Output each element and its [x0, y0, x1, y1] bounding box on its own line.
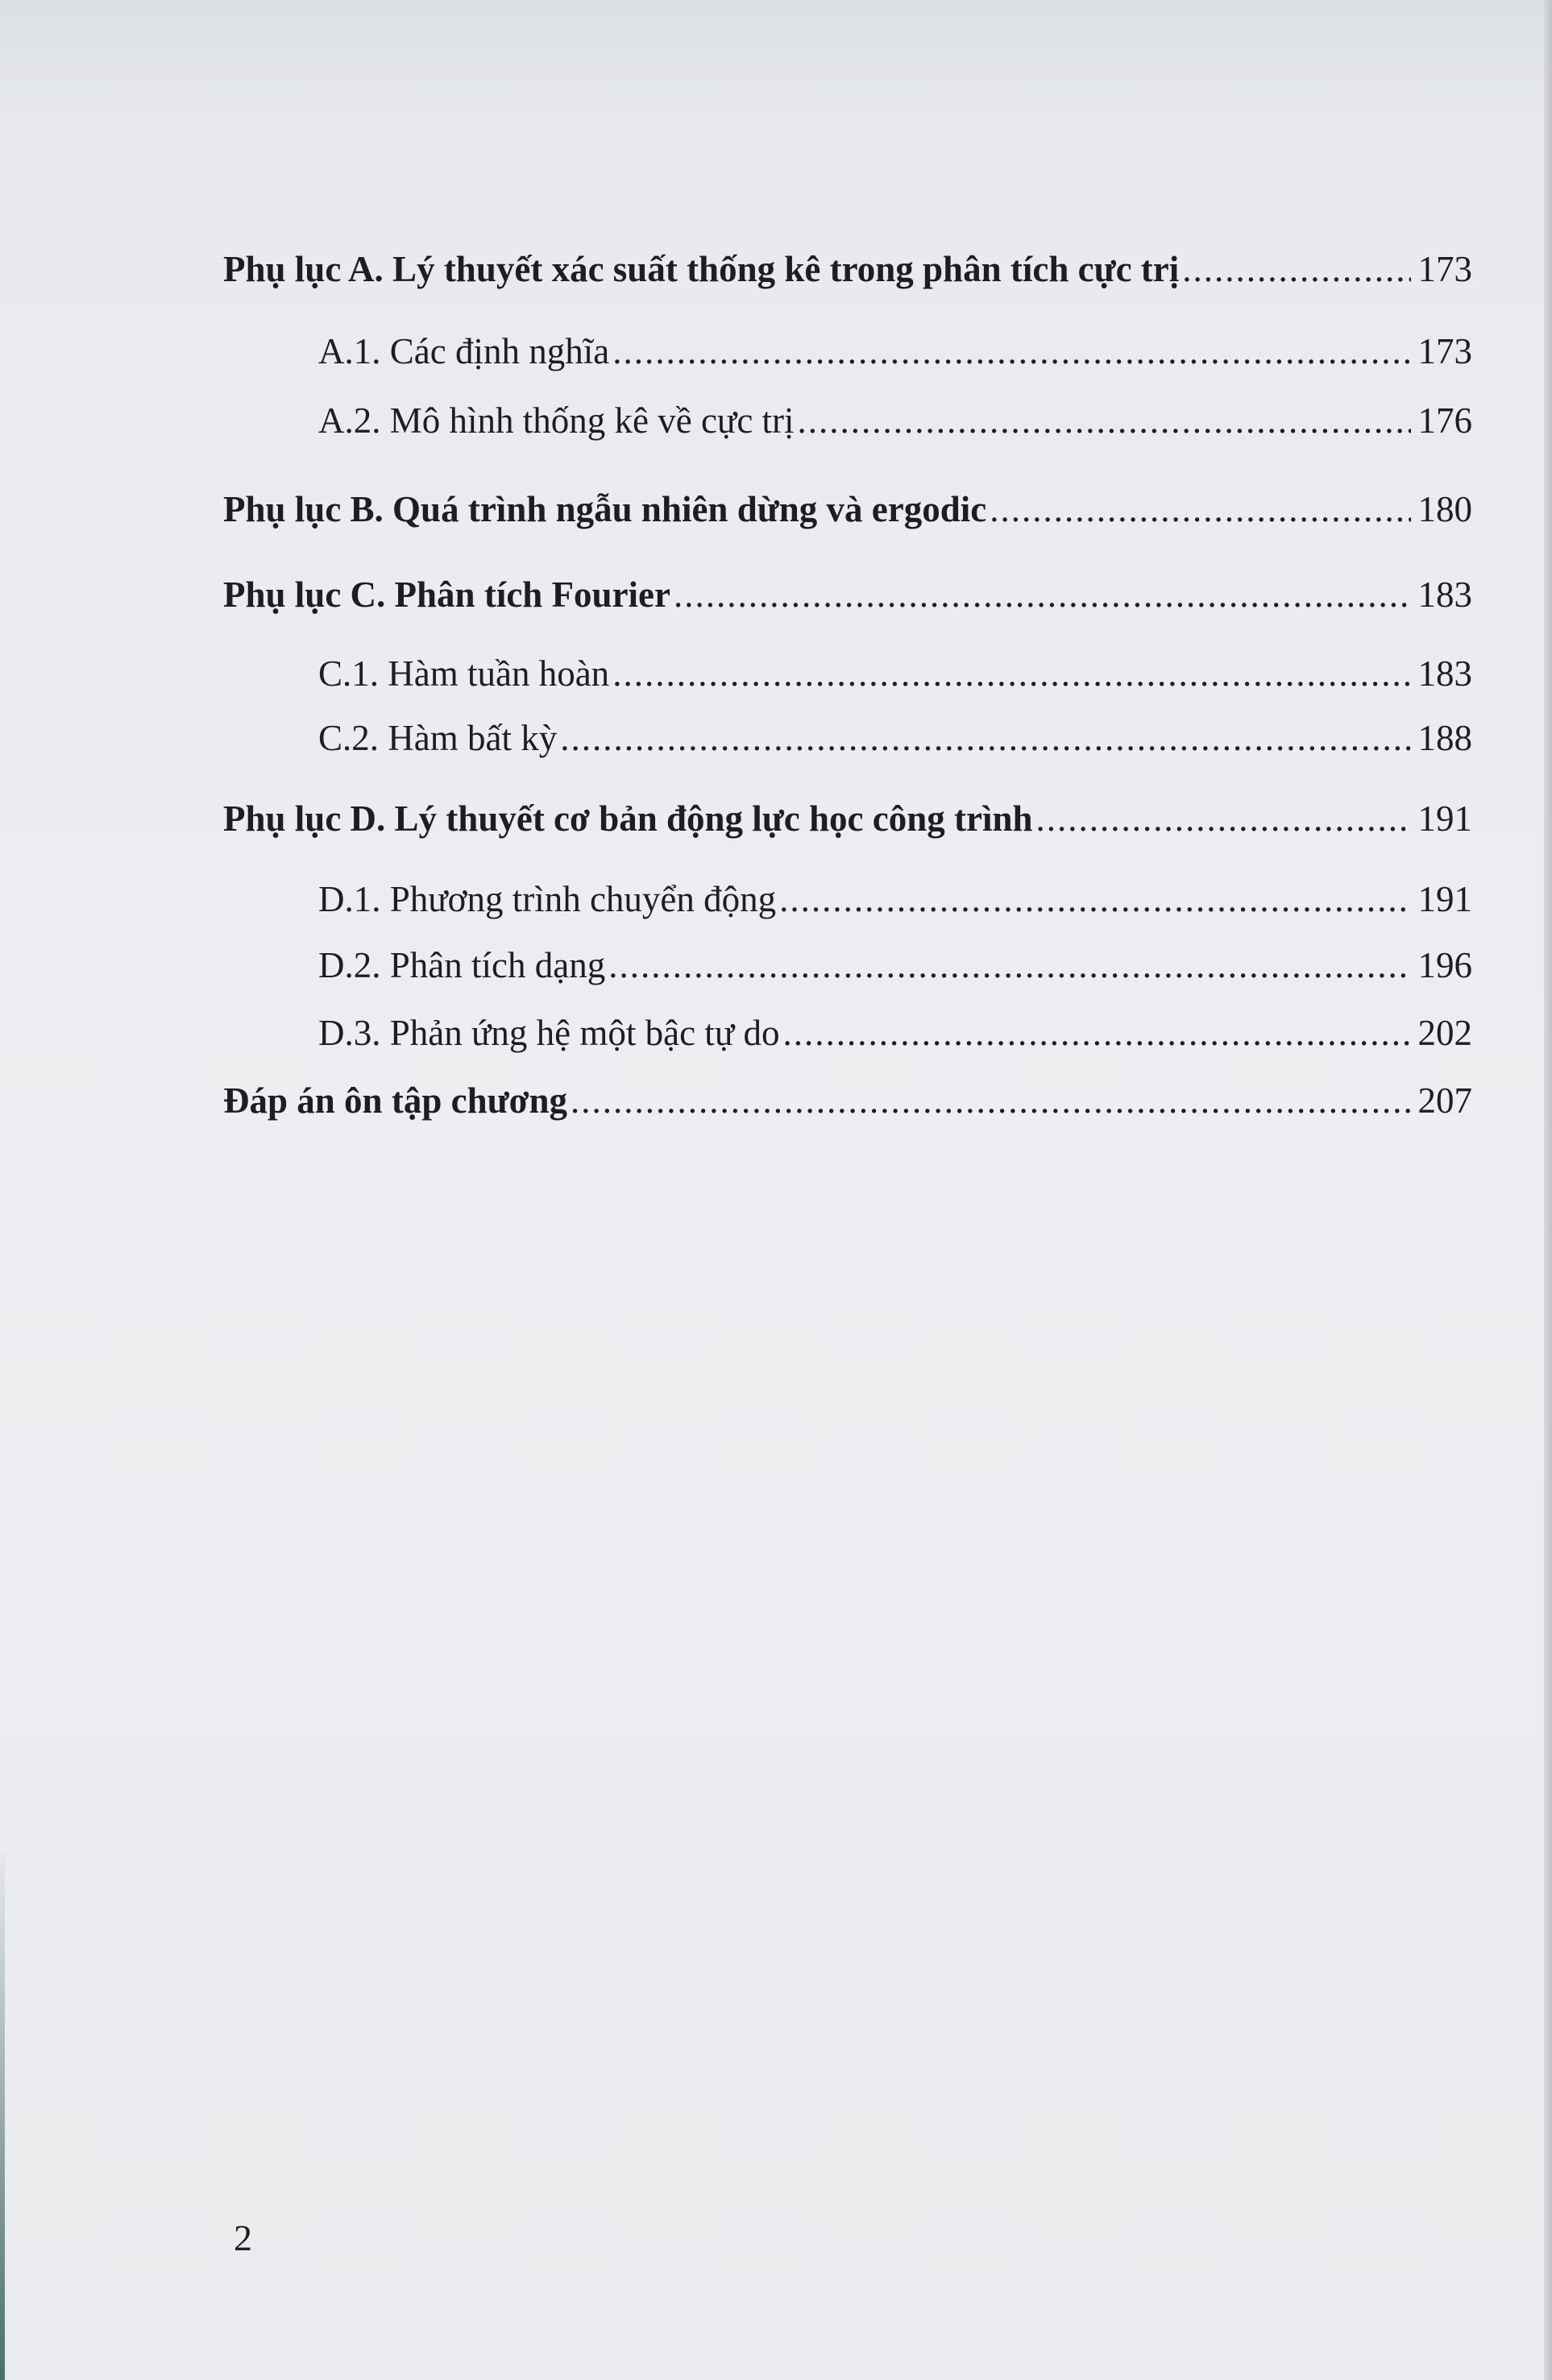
toc-entry-page: 188	[1417, 718, 1472, 758]
toc-entry-page: 196	[1417, 945, 1472, 985]
toc-entry-appendix-c	[223, 570, 1472, 619]
toc-entry-page: 180	[1417, 489, 1472, 529]
toc-entry-c1	[223, 649, 1472, 698]
dot-leader	[608, 941, 1411, 989]
dot-leader	[1036, 794, 1411, 843]
toc-entry-title: Đáp án ôn tập chương	[223, 1080, 568, 1121]
toc-entry-title: A.2. Mô hình thống kê về cực trị	[318, 400, 795, 441]
dot-leader	[612, 327, 1411, 375]
toc-entry-title: D.1. Phương trình chuyển động	[318, 879, 777, 919]
page-edge-binding	[0, 1853, 5, 2380]
toc-entry-d3	[223, 1009, 1472, 1057]
toc-entry-a2	[223, 396, 1472, 445]
toc-entry-page: 191	[1417, 798, 1472, 839]
toc-entry-title: C.2. Hàm bất kỳ	[318, 718, 558, 758]
dot-leader	[612, 649, 1411, 698]
dot-leader	[1182, 245, 1411, 293]
toc-entry-title: Phụ lục D. Lý thuyết cơ bản động lực học công trình	[223, 798, 1033, 839]
dot-leader	[798, 396, 1411, 445]
toc-entry-title: A.1. Các định nghĩa	[318, 331, 610, 371]
toc-entry-title: D.3. Phản ứng hệ một bậc tự do	[318, 1013, 780, 1053]
toc-entry-c2	[223, 714, 1472, 762]
dot-leader	[571, 1076, 1411, 1125]
toc-entry-page: 191	[1417, 879, 1472, 919]
toc-entry-title: Phụ lục A. Lý thuyết xác suất thống kê trong phân tích cực trị	[223, 249, 1180, 289]
dot-leader	[782, 1009, 1411, 1057]
toc-entry-page: 183	[1417, 653, 1472, 694]
toc-entry-answers	[223, 1076, 1472, 1125]
toc-entry-appendix-b	[223, 485, 1472, 533]
toc-entry-d2	[223, 941, 1472, 989]
toc-entry-title: Phụ lục C. Phân tích Fourier	[223, 574, 671, 615]
dot-leader	[674, 570, 1411, 619]
page-edge-shadow	[1544, 0, 1552, 2380]
toc-entry-page: 173	[1417, 249, 1472, 289]
toc-entry-title: D.2. Phân tích dạng	[318, 945, 606, 985]
toc-entry-page: 202	[1417, 1013, 1472, 1053]
dot-leader	[990, 485, 1411, 533]
toc-entry-page: 176	[1417, 400, 1472, 441]
toc-entry-d1	[223, 875, 1472, 923]
dot-leader	[560, 714, 1411, 762]
dot-leader	[779, 875, 1411, 923]
toc-entry-appendix-a	[223, 245, 1472, 293]
page-number: 2	[234, 2217, 252, 2258]
toc-entry-page: 173	[1417, 331, 1472, 371]
toc-entry-title: C.1. Hàm tuần hoàn	[318, 653, 610, 694]
toc-entry-a1	[223, 327, 1472, 375]
toc-entry-page: 207	[1417, 1080, 1472, 1121]
toc-entry-title: Phụ lục B. Quá trình ngẫu nhiên dừng và ergodic	[223, 489, 987, 529]
toc-entry-page: 183	[1417, 574, 1472, 615]
toc-entry-appendix-d	[223, 794, 1472, 843]
